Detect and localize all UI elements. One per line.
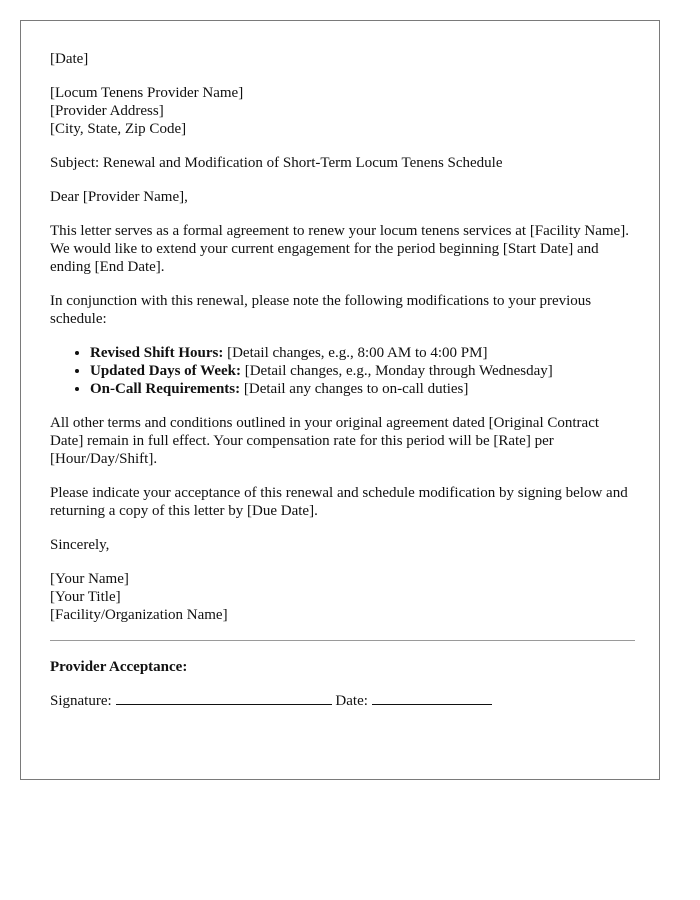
modification-label-shift-hours: Revised Shift Hours: <box>90 345 224 361</box>
modifications-list <box>50 344 635 398</box>
modification-text-days-of-week: [Detail changes, e.g., Monday through Wednesday] <box>240 363 553 379</box>
sender-title: [Your Title] <box>50 589 121 605</box>
letter-frame <box>20 20 660 780</box>
recipient-city-state-zip: [City, State, Zip Code] <box>50 121 187 137</box>
acceptance-heading: Provider Acceptance: <box>50 659 188 675</box>
recipient-block <box>50 84 635 138</box>
list-item <box>90 344 635 362</box>
body-paragraph-modifications-intro: In conjunction with this renewal, please note the following modifications to your previous schedule: <box>50 293 592 327</box>
list-item <box>90 380 635 398</box>
closing: Sincerely, <box>50 537 110 553</box>
date-label: Date: <box>335 693 368 709</box>
letter-date: [Date] <box>50 51 89 67</box>
sender-block <box>50 570 635 624</box>
recipient-name: [Locum Tenens Provider Name] <box>50 85 244 101</box>
sender-organization: [Facility/Organization Name] <box>50 607 228 623</box>
body-paragraph-acceptance-instructions: Please indicate your acceptance of this renewal and schedule modification by signing below and returning a copy of this letter by [Due Date]. <box>50 485 628 519</box>
divider <box>50 640 635 641</box>
date-line[interactable] <box>372 692 492 705</box>
modification-text-on-call: [Detail any changes to on-call duties] <box>240 381 469 397</box>
modification-label-on-call: On-Call Requirements: <box>90 381 241 397</box>
sender-name: [Your Name] <box>50 571 129 587</box>
signature-line[interactable] <box>116 692 332 705</box>
list-item <box>90 362 635 380</box>
salutation: Dear [Provider Name], <box>50 189 188 205</box>
recipient-address: [Provider Address] <box>50 103 164 119</box>
modification-text-shift-hours: [Detail changes, e.g., 8:00 AM to 4:00 PM] <box>223 345 488 361</box>
modification-label-days-of-week: Updated Days of Week: <box>90 363 241 379</box>
body-paragraph-renewal: This letter serves as a formal agreement to renew your locum tenens services at [Facility Name]. We would like to extend your current engagement for the period beginning [Start Date] and ending [End Date]. <box>50 223 629 275</box>
signature-label: Signature: <box>50 693 112 709</box>
body-paragraph-terms: All other terms and conditions outlined in your original agreement dated [Original Contract Date] remain in full effect. Your compensation rate for this period will be [Rate] per [Hour/Day/Shift]. <box>50 415 600 467</box>
letter-subject: Subject: Renewal and Modification of Short-Term Locum Tenens Schedule <box>50 155 503 171</box>
letter-content <box>50 50 635 726</box>
signature-row <box>50 692 635 710</box>
